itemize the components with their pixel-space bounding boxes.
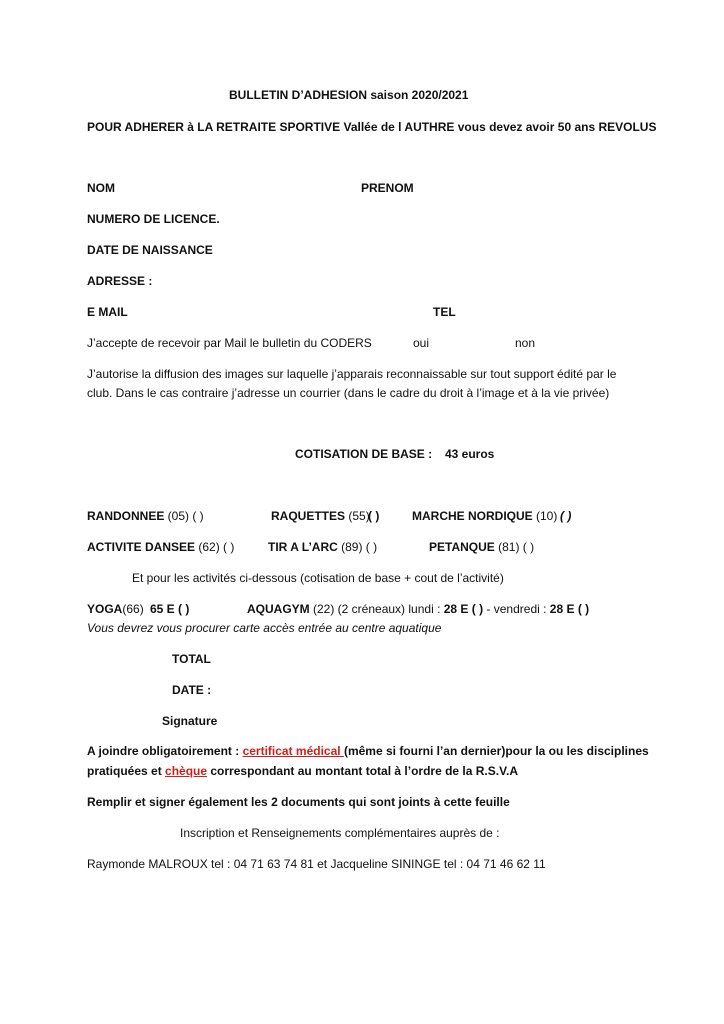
marche-box[interactable]: ( ): [560, 509, 572, 523]
contacts-text: Raymonde MALROUX tel : 04 71 63 74 81 et Jacqueline SININGE tel : 04 71 46 62 11: [87, 857, 546, 871]
signature-label: Signature: [162, 714, 218, 728]
activity-petanque[interactable]: [429, 539, 534, 555]
yoga-label: YOGA: [87, 602, 123, 616]
raquettes-box[interactable]: ( ): [368, 509, 380, 523]
activity-randonnee[interactable]: [87, 508, 204, 524]
form-title: BULLETIN D’ADHESION saison 2020/2021: [229, 88, 469, 102]
raquettes-code: (55): [345, 509, 370, 523]
fill-sign-text: Remplir et signer également les 2 documents qui sont joints à cette feuille: [87, 795, 510, 809]
attach-line1: [87, 743, 649, 759]
arc-label: TIR A L’ARC: [268, 540, 338, 554]
inscription-text: Inscription et Renseignements complémentaires auprès de :: [180, 826, 500, 840]
nom-label: NOM: [87, 181, 115, 195]
danse-label: ACTIVITE DANSEE: [87, 540, 196, 554]
marche-code: (10): [532, 509, 558, 523]
adresse-label: ADRESSE :: [87, 274, 153, 288]
intro-text: POUR ADHERER à LA RETRAITE SPORTIVE Vallée de l AUTHRE vous devez avoir 50 ans REVOLUS: [87, 120, 657, 134]
cheque-link: chèque: [165, 764, 208, 778]
naissance-label: DATE DE NAISSANCE: [87, 243, 213, 257]
attach-part4: correspondant au montant total à l’ordre de la R.S.V.A: [207, 764, 518, 778]
email-label: E MAIL: [87, 305, 128, 319]
cotisation-amount: 43 euros: [445, 447, 495, 461]
cotisation-label: COTISATION DE BASE :: [295, 447, 433, 461]
consent-non-option[interactable]: non: [515, 336, 536, 350]
attach-part1: A joindre obligatoirement :: [87, 744, 243, 758]
consent-mail-text: J’accepte de recevoir par Mail le bulletin du CODERS: [87, 336, 372, 350]
activity-tir-arc[interactable]: [268, 539, 377, 555]
attach-part2: (même si fourni l’an dernier)pour la ou les disciplines: [343, 744, 649, 758]
activity-marche-nordique[interactable]: [412, 508, 557, 524]
randonnee-code: (05) ( ): [164, 509, 204, 523]
image-rights-line2: club. Dans le cas contraire j’adresse un courrier (dans le cadre du droit à l’image et à la vie privée): [87, 386, 610, 400]
aquagym-label: AQUAGYM: [247, 602, 310, 616]
aquagym-code: (22) (2 créneaux) lundi :: [309, 602, 444, 616]
yoga-code: (66): [122, 602, 144, 616]
licence-label: NUMERO DE LICENCE.: [87, 212, 220, 226]
activity-yoga[interactable]: [87, 601, 144, 617]
randonnee-label: RANDONNEE: [87, 509, 165, 523]
activity-danse[interactable]: [87, 539, 234, 555]
aquagym-vendredi-label: - vendredi :: [483, 602, 550, 616]
total-label: TOTAL: [172, 652, 211, 666]
extra-activities-intro: Et pour les activités ci-dessous (cotisation de base + cout de l’activité): [132, 571, 504, 585]
date-label: DATE :: [172, 683, 212, 697]
yoga-price[interactable]: 65 E ( ): [150, 602, 190, 616]
marche-label: MARCHE NORDIQUE: [412, 509, 533, 523]
certificat-medical-link: certificat médical: [242, 744, 344, 758]
aquagym-lundi-price: 28 E ( ): [443, 602, 484, 616]
tel-label: TEL: [433, 305, 456, 319]
activity-aquagym[interactable]: [247, 601, 589, 617]
danse-code: (62) ( ): [195, 540, 235, 554]
arc-code: (89) ( ): [337, 540, 378, 554]
attach-line2: [87, 763, 518, 779]
petanque-code: (81) ( ): [494, 540, 535, 554]
attach-part3: pratiquées et: [87, 764, 166, 778]
raquettes-label: RAQUETTES: [271, 509, 346, 523]
activity-raquettes[interactable]: [271, 508, 370, 524]
aquatic-note: Vous devrez vous procurer carte accès entrée au centre aquatique: [87, 621, 442, 635]
image-rights-line1: J’autorise la diffusion des images sur laquelle j’apparais reconnaissable sur tout support édité par le: [87, 367, 617, 381]
petanque-label: PETANQUE: [429, 540, 495, 554]
consent-oui-option[interactable]: oui: [413, 336, 430, 350]
prenom-label: PRENOM: [361, 181, 414, 195]
aquagym-vendredi-price: 28 E ( ): [549, 602, 590, 616]
